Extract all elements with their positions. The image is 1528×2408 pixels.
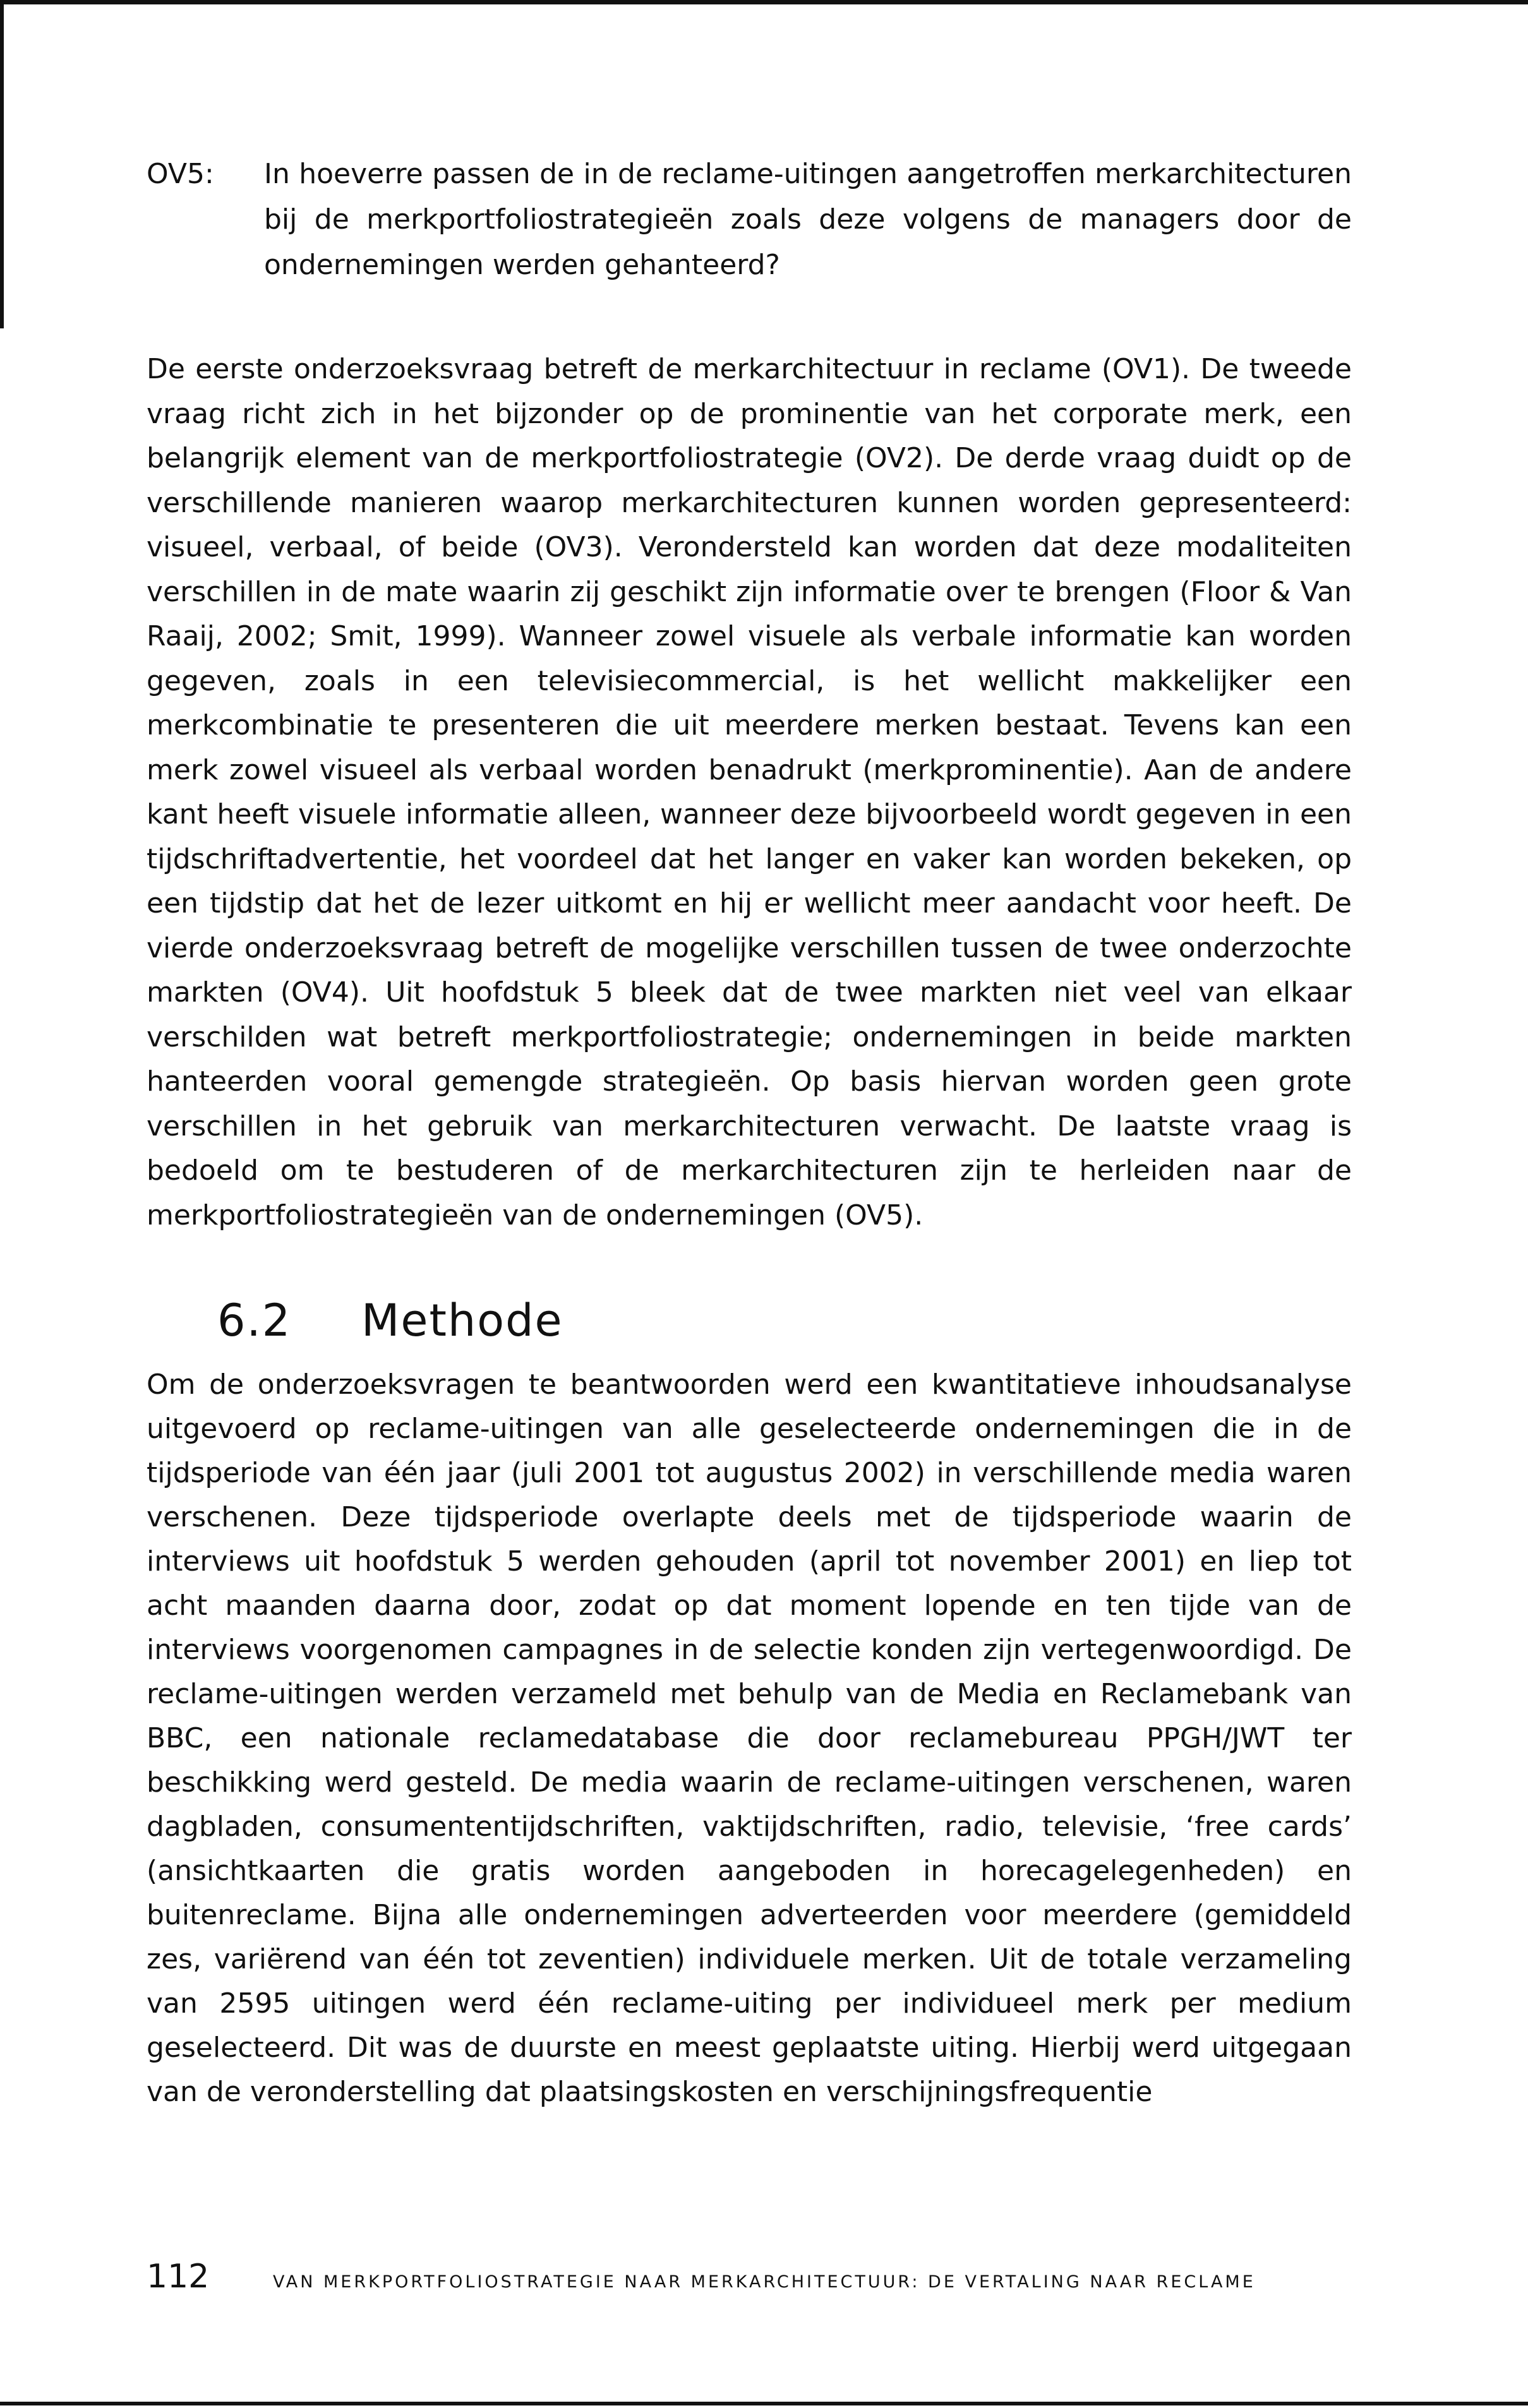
page-border-left — [0, 0, 4, 328]
page-footer — [147, 2258, 1352, 2296]
body-paragraph-2: Om de onderzoeksvragen te beantwoorden werd een kwantitatieve inhoudsanalyse uitgevoerd op reclame-uitingen van alle geselecteerde ondernemingen die in de tijdsperiode van één jaar (juli 2001 tot augustus 2002) in verschillende media waren verschenen. Deze tijdsperiode overlapte deels met de tijdsperiode waarin de interviews uit hoofdstuk 5 werden gehouden (april tot november 2001) en liep tot acht maanden daarna door, zodat op dat moment lopende en ten tijde van de interviews voorgenomen campagnes in de selectie konden zijn vertegenwoordigd. De reclame-uitingen werden verzameld met behulp van de Media en Reclamebank van BBC, een nationale reclamedatabase die door reclamebureau PPGH/JWT ter beschikking werd gesteld. De media waarin de reclame-uitingen verschenen, waren dagbladen, consumententijdschriften, vaktijdschriften, radio, televisie, ‘free cards’ (ansichtkaarten die gratis worden aangeboden in horecagelegenheden) en buitenreclame. Bijna alle ondernemingen adverteerden voor meerdere (gemiddeld zes, variërend van één tot zeventien) individuele merken. Uit de totale verzameling van 2595 uitingen werd één reclame-uiting per individueel merk per medium geselecteerd. Dit was de duurste en meest geplaatste uiting. Hierbij werd uitgegaan van de veronderstelling dat plaatsingskosten en verschijningsfrequentie — [147, 1369, 1352, 2108]
question-text: In hoeverre passen de in de reclame-uitingen aangetroffen merkarchitecturen bij de merkportfoliostrategieën zoals deze volgens de managers door de ondernemingen werden gehanteerd? — [264, 158, 1352, 281]
question-label: OV5: — [147, 158, 214, 190]
body-paragraph-1: De eerste onderzoeksvraag betreft de merkarchitectuur in reclame (OV1). De tweede vraag richt zich in het bijzonder op de prominentie van het corporate merk, een belangrijk element van de merkportfoliostrategie (OV2). De derde vraag duidt op de verschillende manieren waarop merkarchitecturen kunnen worden gepresenteerd: visueel, verbaal, of beide (OV3). Verondersteld kan worden dat deze modaliteiten verschillen in de mate waarin zij geschikt zijn informatie over te brengen (Floor & Van Raaij, 2002; Smit, 1999). Wanneer zowel visuele als verbale informatie kan worden gegeven, zoals in een televisiecommercial, is het wellicht makkelijker een merkcombinatie te presenteren die uit meerdere merken bestaat. Tevens kan een merk zowel visueel als verbaal worden benadrukt (merkprominentie). Aan de andere kant heeft visuele informatie alleen, wanneer deze bijvoorbeeld wordt gegeven in een tijdschriftadvertentie, het voordeel dat het langer en vaker kan worden bekeken, op een tijdstip dat het de lezer uitkomt en hij er wellicht meer aandacht voor heeft. De vierde onderzoeksvraag betreft de mogelijke verschillen tussen de twee onderzochte markten (OV4). Uit hoofdstuk 5 bleek dat de twee markten niet veel van elkaar verschilden wat betreft merkportfoliostrategie; ondernemingen in beide markten hanteerden vooral gemengde strategieën. Op basis hiervan worden geen grote verschillen in het gebruik van merkarchitecturen verwacht. De laatste vraag is bedoeld om te bestuderen of de merkarchitecturen zijn te herleiden naar de merkportfoliostrategieën van de ondernemingen (OV5). — [147, 353, 1352, 1231]
section-heading — [217, 1292, 1352, 1349]
page-content — [147, 152, 1352, 2114]
section-number: 6.2 — [217, 1295, 292, 1346]
research-question-ov5 — [147, 152, 1352, 288]
page-border-bottom — [0, 2402, 1528, 2405]
page-border-top — [0, 0, 1528, 4]
running-title: VAN MERKPORTFOLIOSTRATEGIE NAAR MERKARCHITECTUUR: DE VERTALING NAAR RECLAME — [273, 2272, 1256, 2292]
page-number: 112 — [147, 2258, 210, 2296]
section-title: Methode — [361, 1295, 563, 1346]
